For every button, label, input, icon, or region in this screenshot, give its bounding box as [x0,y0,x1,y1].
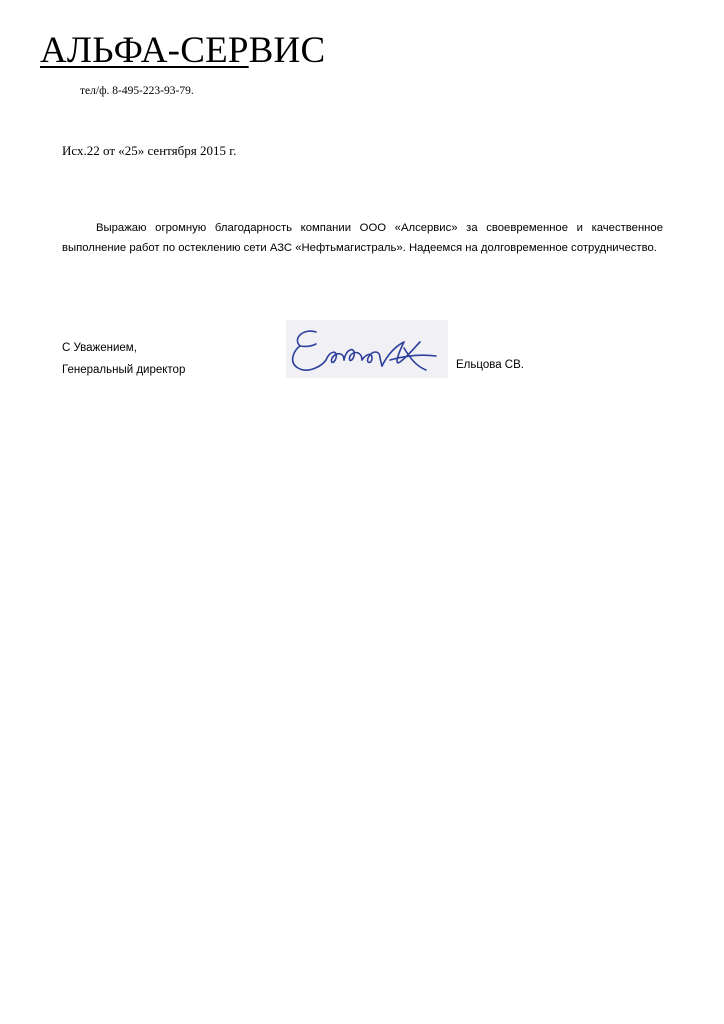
company-name-heading [40,30,325,72]
signer-name: Ельцова СВ. [456,359,524,371]
salutation: С Уважением, [62,342,137,354]
company-name-rest: ВИС [248,30,326,71]
signer-position: Генеральный директор [62,364,186,376]
closing-block [62,337,185,381]
phone-line: тел/ф. 8-495-223-93-79. [80,85,194,97]
outgoing-reference: Исх.22 от «25» сентября 2015 г. [62,143,237,158]
handwritten-signature [286,320,448,378]
letter-body-paragraph: Выражаю огромную благодарность компании ООО «Алсервис» за своевременное и качественное выполнение работ по остеклению сети АЗС «Нефтьмагистраль». Надеемся на долговременное сотрудничество. [62,222,663,254]
company-name-underlined: АЛЬФА-СЕР [40,30,249,71]
